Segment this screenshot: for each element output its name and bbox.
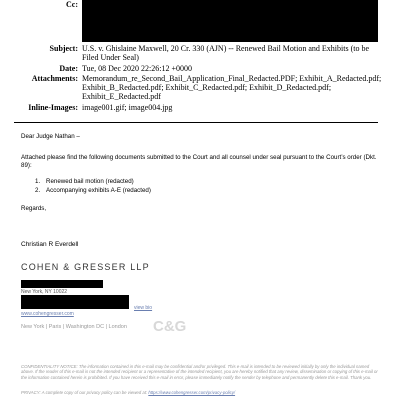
redaction-cc [82,0,378,42]
list-item: Renewed bail motion (redacted) [46,178,134,185]
greeting: Dear Judge Nathan – [21,133,80,140]
confidentiality-notice: CONFIDENTIALITY NOTICE: The information contained in this e-mail may be confidential and/or privileged. This e-mail is intended to be reviewed initially by only the individual named above. If the reader of this e-mail is not the intended recipient or a representative of the intended recipient, you are hereby notified that any review, dissemination or copying of this e-mail or the information contained herein is prohibited. If you have received this e-mail in error, please immediately notify the sender by telephone and permanently delete this e-mail. Thank you. [21,364,378,380]
subject-label: Subject: [49,44,78,53]
website-link[interactable]: www.cohengresser.com [21,311,74,317]
date-label: Date: [59,64,78,73]
city-line: New York, NY 10022 [21,289,68,295]
inline-images-value: image001.gif; image004.jpg [82,103,173,112]
office-locations: New York | Paris | Washington DC | London [21,324,127,330]
privacy-policy-link[interactable]: https://www.cohengresser.com/privacy-policy/ [148,390,236,395]
inline-images-label: Inline-Images: [28,103,78,112]
attachments-value: Memorandum_re_Second_Bail_Application_Final_Redacted.PDF; Exhibit_A_Redacted.pdf; Exhibit_B_Redacted.pdf; Exhibit_C_Redacted.pdf; Exhibit_D_Redacted.pdf; Exhibit_E_Redacted.pdf [82,74,382,101]
redaction-email [21,302,129,309]
firm-name: COHEN & GRESSER LLP [21,262,150,272]
header-divider [14,122,378,123]
intro-paragraph: Attached please find the following documents submitted to the Court and all counsel under seal pursuant to the Court’s order (Dkt. 89): [21,154,377,169]
svg-text:C&G: C&G [153,318,187,335]
redaction-address [21,280,103,288]
closing: Regards, [21,205,47,212]
list-item-number: 1. [35,178,41,185]
cc-label: Cc: [66,0,78,9]
attachments-label: Attachments: [31,74,78,83]
list-item: Accompanying exhibits A-E (redacted) [46,187,151,194]
redaction-phone [21,295,129,302]
privacy-notice [21,390,381,395]
signature-name: Christian R Everdell [21,241,79,248]
firm-logo-icon [152,315,187,335]
date-value: Tue, 08 Dec 2020 22:26:12 +0000 [82,64,192,73]
list-item-number: 2. [35,187,41,194]
bio-link[interactable]: view bio [134,305,153,311]
privacy-prefix: PRIVACY: A complete copy of our privacy policy can be viewed at: [21,390,148,395]
subject-value: U.S. v. Ghislaine Maxwell, 20 Cr. 330 (AJN) -- Renewed Bail Motion and Exhibits (to be Filed Under Seal) [82,44,369,62]
